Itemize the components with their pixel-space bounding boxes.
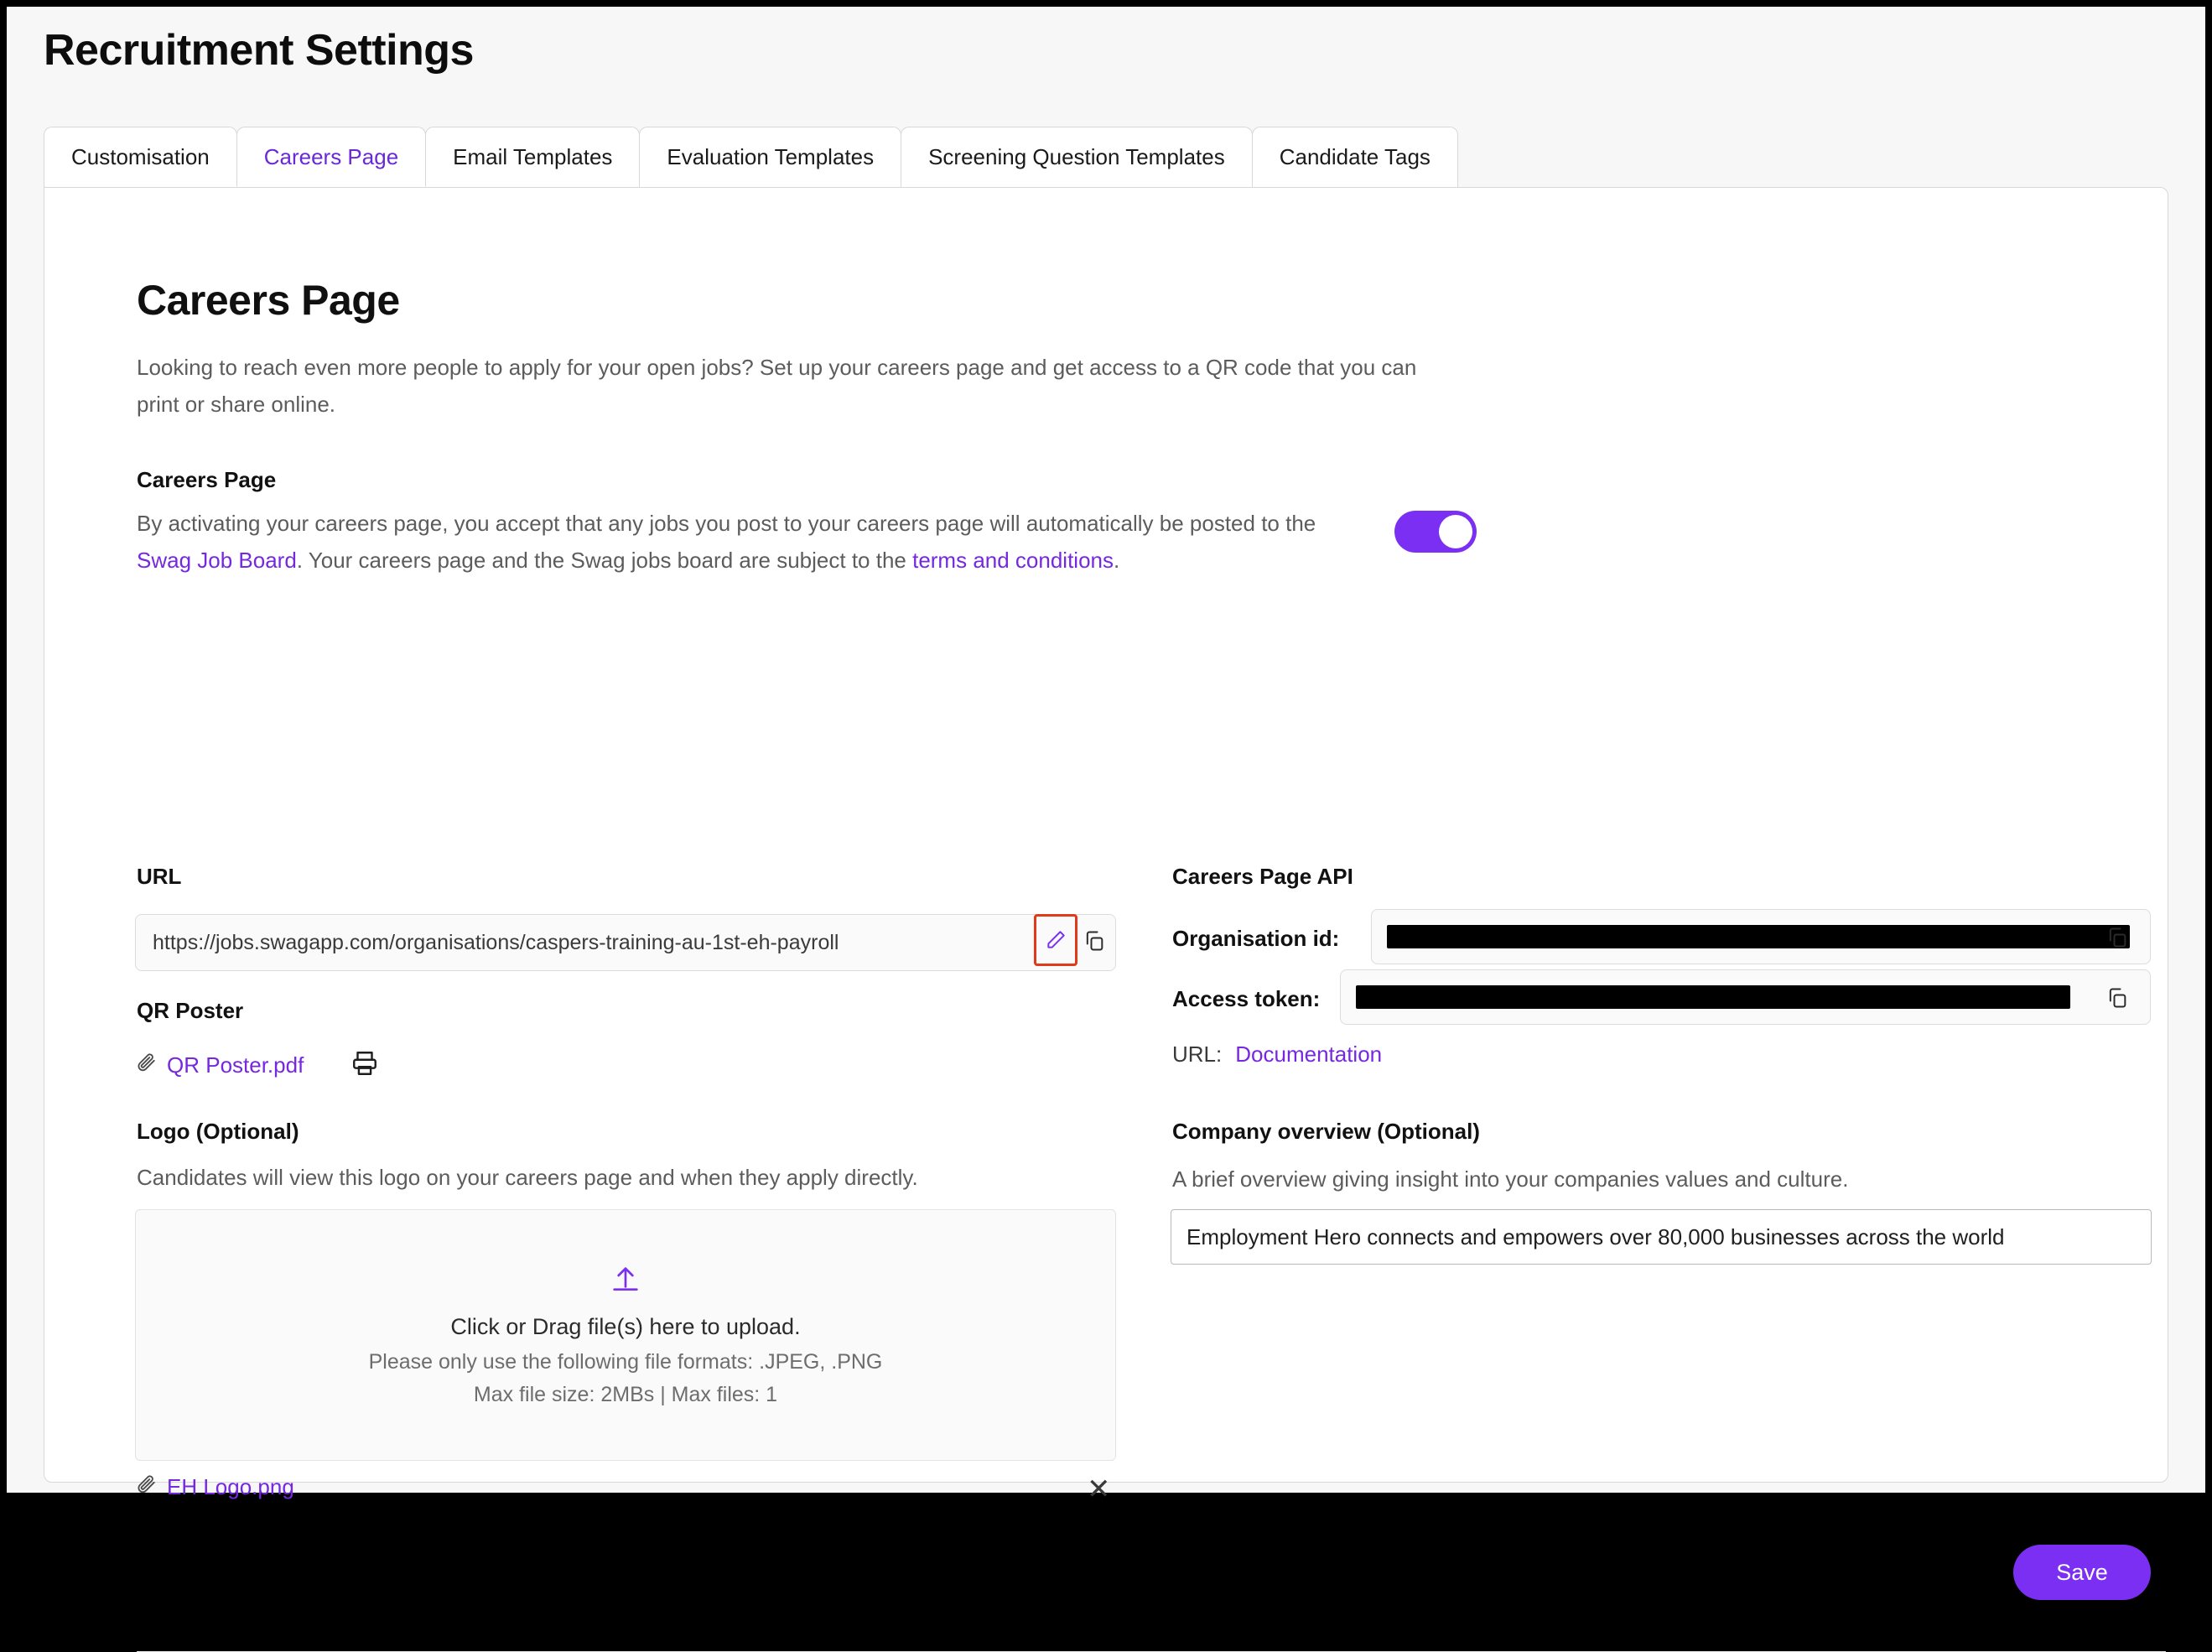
copy-icon[interactable] (1077, 924, 1111, 958)
paperclip-icon (135, 1052, 157, 1079)
upload-icon (609, 1263, 642, 1301)
tab-email-templates[interactable]: Email Templates (425, 127, 640, 187)
close-icon[interactable]: ✕ (1087, 1473, 1111, 1505)
settings-tabs (44, 127, 1457, 187)
tab-candidate-tags[interactable]: Candidate Tags (1252, 127, 1458, 187)
careers-page-url-field[interactable]: https://jobs.swagapp.com/organisations/caspers-training-au-1st-eh-payroll (135, 914, 1116, 971)
tab-customisation[interactable]: Customisation (44, 127, 237, 187)
page-title: Recruitment Settings (44, 26, 474, 75)
careers-page-panel (44, 187, 2168, 1585)
pencil-icon[interactable] (1034, 914, 1077, 966)
intro-line-2: code that you can print or share online. (137, 355, 1417, 417)
paperclip-icon (135, 1473, 157, 1501)
company-overview-label: Company overview (Optional) (1172, 1119, 1480, 1144)
section-intro (137, 349, 1445, 423)
organisation-id-label: Organisation id: (1172, 926, 1340, 951)
logo-description: Candidates will view this logo on your careers page and when they apply directly. (137, 1165, 918, 1190)
qr-poster-label: QR Poster (137, 998, 244, 1023)
save-button[interactable]: Save (2013, 1545, 2151, 1600)
qr-poster-file[interactable] (135, 1052, 304, 1079)
logo-file-link[interactable]: EH Logo.png (167, 1474, 294, 1499)
terms-and-conditions-link[interactable]: terms and conditions (912, 548, 1114, 573)
access-token-field[interactable] (1340, 969, 2151, 1025)
careers-page-desc-part5: . (1114, 548, 1120, 573)
dropzone-primary-text: Click or Drag file(s) here to upload. (450, 1314, 801, 1339)
careers-page-toggle[interactable] (1394, 511, 1477, 553)
careers-page-description (137, 505, 1344, 579)
copy-icon[interactable] (2100, 921, 2134, 954)
section-heading: Careers Page (137, 277, 400, 324)
api-url-row (1172, 1042, 1382, 1068)
api-url-label: URL: (1172, 1042, 1223, 1067)
app-window (7, 7, 2205, 1585)
copy-icon[interactable] (2100, 981, 2134, 1015)
dropzone-limits-text: Max file size: 2MBs | Max files: 1 (473, 1383, 778, 1406)
redacted-value (1356, 985, 2070, 1009)
toggle-knob (1439, 515, 1472, 548)
redacted-value (1387, 925, 2130, 948)
logo-upload-dropzone[interactable] (135, 1209, 1116, 1461)
dropzone-formats-text: Please only use the following file formats: .JPEG, .PNG (368, 1350, 883, 1374)
tab-evaluation-templates[interactable]: Evaluation Templates (639, 127, 901, 187)
careers-page-desc-part1: By activating your careers page, you accept that any jobs you post to your careers page will (137, 511, 1020, 536)
company-overview-input[interactable]: Employment Hero connects and empowers over 80,000 businesses across the world (1171, 1209, 2152, 1265)
intro-line-1: Looking to reach even more people to apply for your open jobs? Set up your careers page and get access to a QR (137, 355, 1238, 380)
swag-job-board-link[interactable]: Swag Job Board (137, 548, 297, 573)
careers-page-desc-part2: automatically be posted to the (1026, 511, 1316, 536)
tab-screening-question-templates[interactable]: Screening Question Templates (901, 127, 1253, 187)
careers-page-desc-part4: to the (851, 548, 913, 573)
qr-poster-file-link[interactable]: QR Poster.pdf (167, 1052, 304, 1078)
careers-page-api-label: Careers Page API (1172, 864, 1353, 889)
organisation-id-field[interactable] (1371, 909, 2151, 964)
url-label: URL (137, 864, 182, 889)
company-overview-description: A brief overview giving insight into your companies values and culture. (1172, 1166, 1849, 1192)
printer-icon[interactable] (346, 1045, 383, 1082)
careers-page-label: Careers Page (137, 467, 277, 492)
careers-page-desc-part3: . Your careers page and the Swag jobs board are subject (296, 548, 846, 573)
documentation-link[interactable]: Documentation (1235, 1042, 1383, 1067)
tab-careers-page[interactable]: Careers Page (236, 127, 426, 187)
access-token-label: Access token: (1172, 986, 1321, 1011)
logo-uploaded-file[interactable] (135, 1473, 294, 1501)
logo-label: Logo (Optional) (137, 1119, 299, 1144)
